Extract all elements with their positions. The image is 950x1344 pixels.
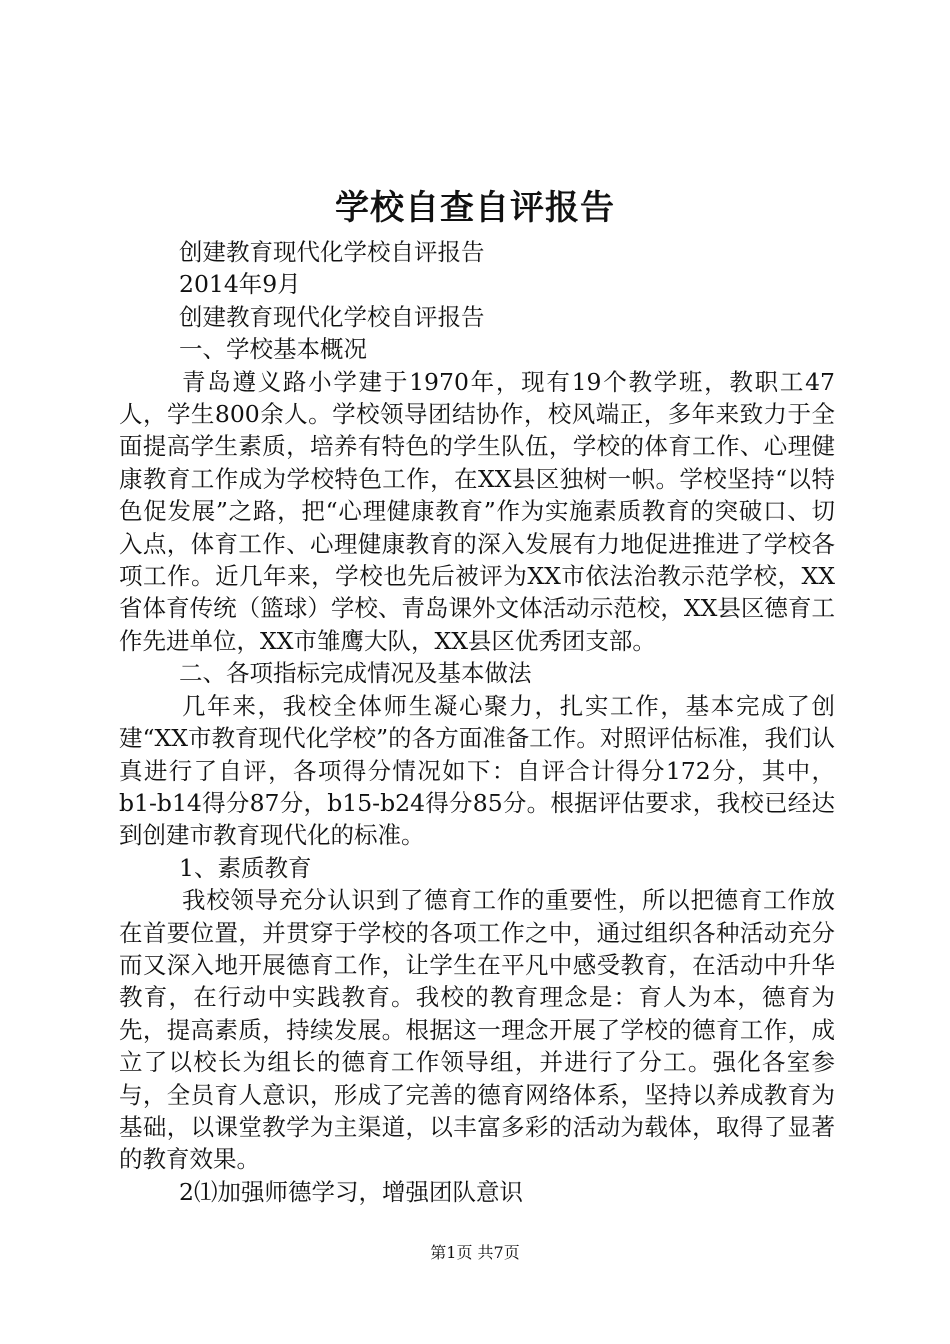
page-footer: 第1页 共7页	[430, 1243, 520, 1262]
section-heading-2: 二、各项指标完成情况及基本做法	[179, 659, 532, 688]
subtitle-line-repeat: 创建教育现代化学校自评报告	[179, 302, 485, 331]
date-line: 2014年9月	[179, 270, 301, 299]
section-heading-4: 2⑴加强师德学习，增强团队意识	[179, 1177, 523, 1206]
paragraph-indicators: 几年来，我校全体师生凝心聚力，扎实工作，基本完成了创建“XX市教育现代化学校”的各方面准备工作。对照评估标准，我们认真进行了自评，各项得分情况如下：自评合计得分172分，其中，b1-b14得分87分，b15-b24得分85分。根据评估要求，我校已经达到创建市教育现代化的标准。	[119, 691, 835, 850]
document-title: 学校自查自评报告	[335, 188, 615, 228]
section-heading-1: 一、学校基本概况	[179, 335, 367, 364]
document-body	[119, 236, 835, 1208]
paragraph-school-overview: 青岛遵义路小学建于1970年，现有19个教学班，教职工47人，学生800余人。学校领导团结协作，校风端正，多年来致力于全面提高学生素质，培养有特色的学生队伍，学校的体育工作、心理健康教育工作成为学校特色工作，在XX县区独树一帜。学校坚持“以特色促发展”之路，把“心理健康教育”作为实施素质教育的突破口、切入点，体育工作、心理健康教育的深入发展有力地促进推进了学校各项工作。近几年来，学校也先后被评为XX市依法治教示范学校，XX省体育传统（篮球）学校、青岛课外文体活动示范校，XX县区德育工作先进单位，XX市雏鹰大队，XX县区优秀团支部。	[119, 367, 835, 655]
section-heading-3: 1、素质教育	[179, 853, 312, 882]
paragraph-quality-education: 我校领导充分认识到了德育工作的重要性，所以把德育工作放在首要位置，并贯穿于学校的各项工作之中，通过组织各种活动充分而又深入地开展德育工作，让学生在平凡中感受教育，在活动中升华教育，在行动中实践教育。我校的教育理念是：育人为本，德育为先，提高素质，持续发展。根据这一理念开展了学校的德育工作，成立了以校长为组长的德育工作领导组，并进行了分工。强化各室参与，全员育人意识，形成了完善的德育网络体系，坚持以养成教育为基础，以课堂教学为主渠道，以丰富多彩的活动为载体，取得了显著的教育效果。	[119, 886, 835, 1174]
subtitle-line: 创建教育现代化学校自评报告	[179, 238, 485, 266]
